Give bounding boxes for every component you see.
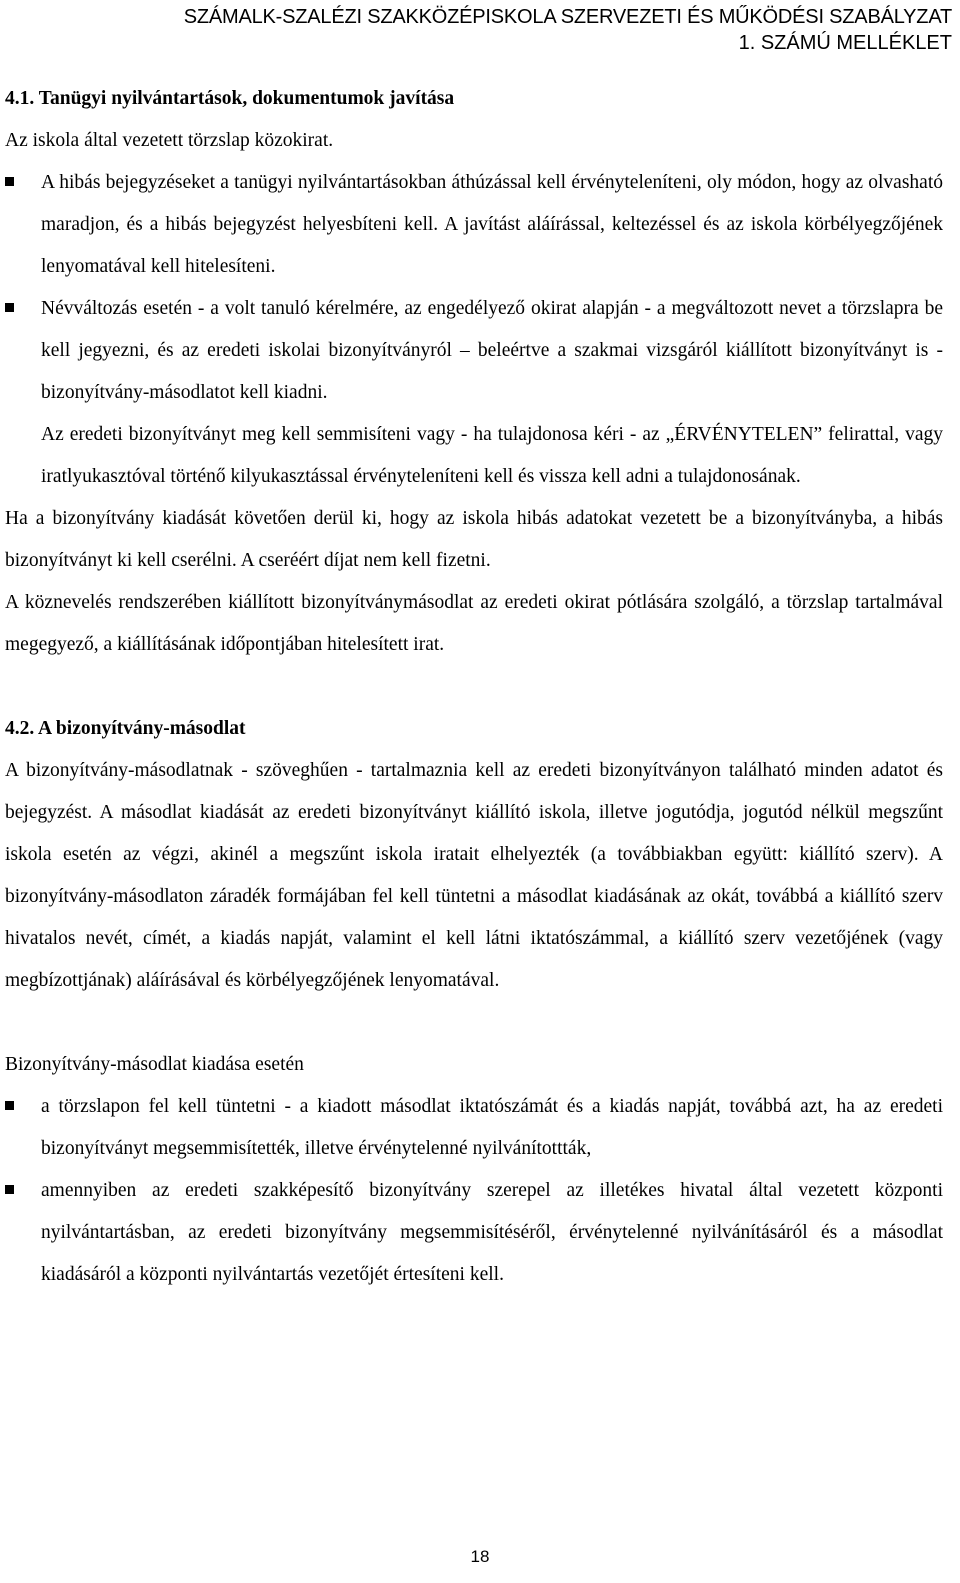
- document-body: [5, 78, 943, 1296]
- intro-paragraph: Az iskola által vezetett törzslap közokirat.: [5, 130, 334, 151]
- paragraph: A köznevelés rendszerében kiállított bizonyítványmásodlat az eredeti okirat pótlására szolgáló, a törzslap tartalmával megegyező, a kiállításának időpontjában hitelesített irat.: [5, 592, 943, 655]
- square-bullet-icon: [5, 177, 14, 186]
- list-item: [5, 288, 943, 414]
- page-header: [184, 4, 952, 56]
- square-bullet-icon: [5, 1101, 14, 1110]
- list-item-text: Névváltozás esetén - a volt tanuló kérelmére, az engedélyező okirat alapján - a megváltozott nevet a törzslapra be kell jegyezni, és az eredeti iskolai bizonyítványról – beleértve a szakmai vizsgáról kiállított bizonyítványt is - bizonyítvány-másodlatot kell kiadni.: [41, 298, 943, 403]
- paragraph: A bizonyítvány-másodlatnak - szöveghűen - tartalmaznia kell az eredeti bizonyítványon található minden adatot és bejegyzést. A másodlat kiadását az eredeti bizonyítványt kiállító iskola, illetve jogutódja, jogutód nélkül megszűnt iskola esetén az végzi, akinél a megszűnt iskola iratait elhelyezték (a továbbiakban együtt: kiállító szerv). A bizonyítvány-másodlaton záradék formájában fel kell tüntetni a másodlat kiadásának az okát, továbbá a kiállító szerv hivatalos nevét, címét, a kiadás napját, valamint el kell látni iktatószámmal, a kiállító szerv vezetőjének (vagy megbízottjának) aláírásával és körbélyegzőjének lenyomatával.: [5, 760, 943, 991]
- list-item-text: A hibás bejegyzéseket a tanügyi nyilvántartásokban áthúzással kell érvényteleníteni, oly módon, hogy az olvasható maradjon, és a hibás bejegyzést helyesbíteni kell. A javítást aláírással, keltezéssel és az iskola körbélyegzőjének lenyomatával kell hitelesíteni.: [41, 172, 943, 277]
- list-item-text: amennyiben az eredeti szakképesítő bizonyítvány szerepel az illetékes hivatal által vezetett központi nyilvántartásban, az eredeti bizonyítvány megsemmisítéséről, érvénytelenné nyilvánításáról és a másodlat kiadásáról a központi nyilvántartás vezetőjét értesíteni kell.: [41, 1180, 943, 1285]
- square-bullet-icon: [5, 1185, 14, 1194]
- list-item: [5, 1086, 943, 1170]
- square-bullet-icon: [5, 303, 14, 312]
- list-item: [5, 162, 943, 288]
- indented-paragraph: Az eredeti bizonyítványt meg kell semmisíteni vagy - ha tulajdonosa kéri - az „ÉRVÉNYTELEN” felirattal, vagy iratlyukasztóval történő kilyukasztással érvényteleníteni kell és vissza kell adni a tulajdonosának.: [41, 424, 943, 487]
- list-item-text: a törzslapon fel kell tüntetni - a kiadott másodlat iktatószámát és a kiadás napját, továbbá azt, ha az eredeti bizonyítványt megsemmisítették, illetve érvénytelenné nyilvánítottták,: [41, 1096, 943, 1159]
- page-number: 18: [470, 1547, 490, 1566]
- spacer: [5, 666, 943, 708]
- list-item: [5, 1170, 943, 1296]
- paragraph: Ha a bizonyítvány kiadását követően derül ki, hogy az iskola hibás adatokat vezetett be a bizonyítványba, a hibás bizonyítványt ki kell cserélni. A cseréért díjat nem kell fizetni.: [5, 508, 943, 571]
- section-heading-4-1: 4.1. Tanügyi nyilvántartások, dokumentumok javítása: [5, 88, 455, 109]
- header-appendix-label: 1. SZÁMÚ MELLÉKLET: [738, 32, 952, 54]
- subheading: Bizonyítvány-másodlat kiadása esetén: [5, 1054, 304, 1075]
- header-school-title: SZÁMALK-SZALÉZI SZAKKÖZÉPISKOLA SZERVEZETI ÉS MŰKÖDÉSI SZABÁLYZAT: [183, 6, 952, 28]
- section-heading-4-2: 4.2. A bizonyítvány-másodlat: [5, 718, 246, 739]
- spacer: [5, 1002, 943, 1044]
